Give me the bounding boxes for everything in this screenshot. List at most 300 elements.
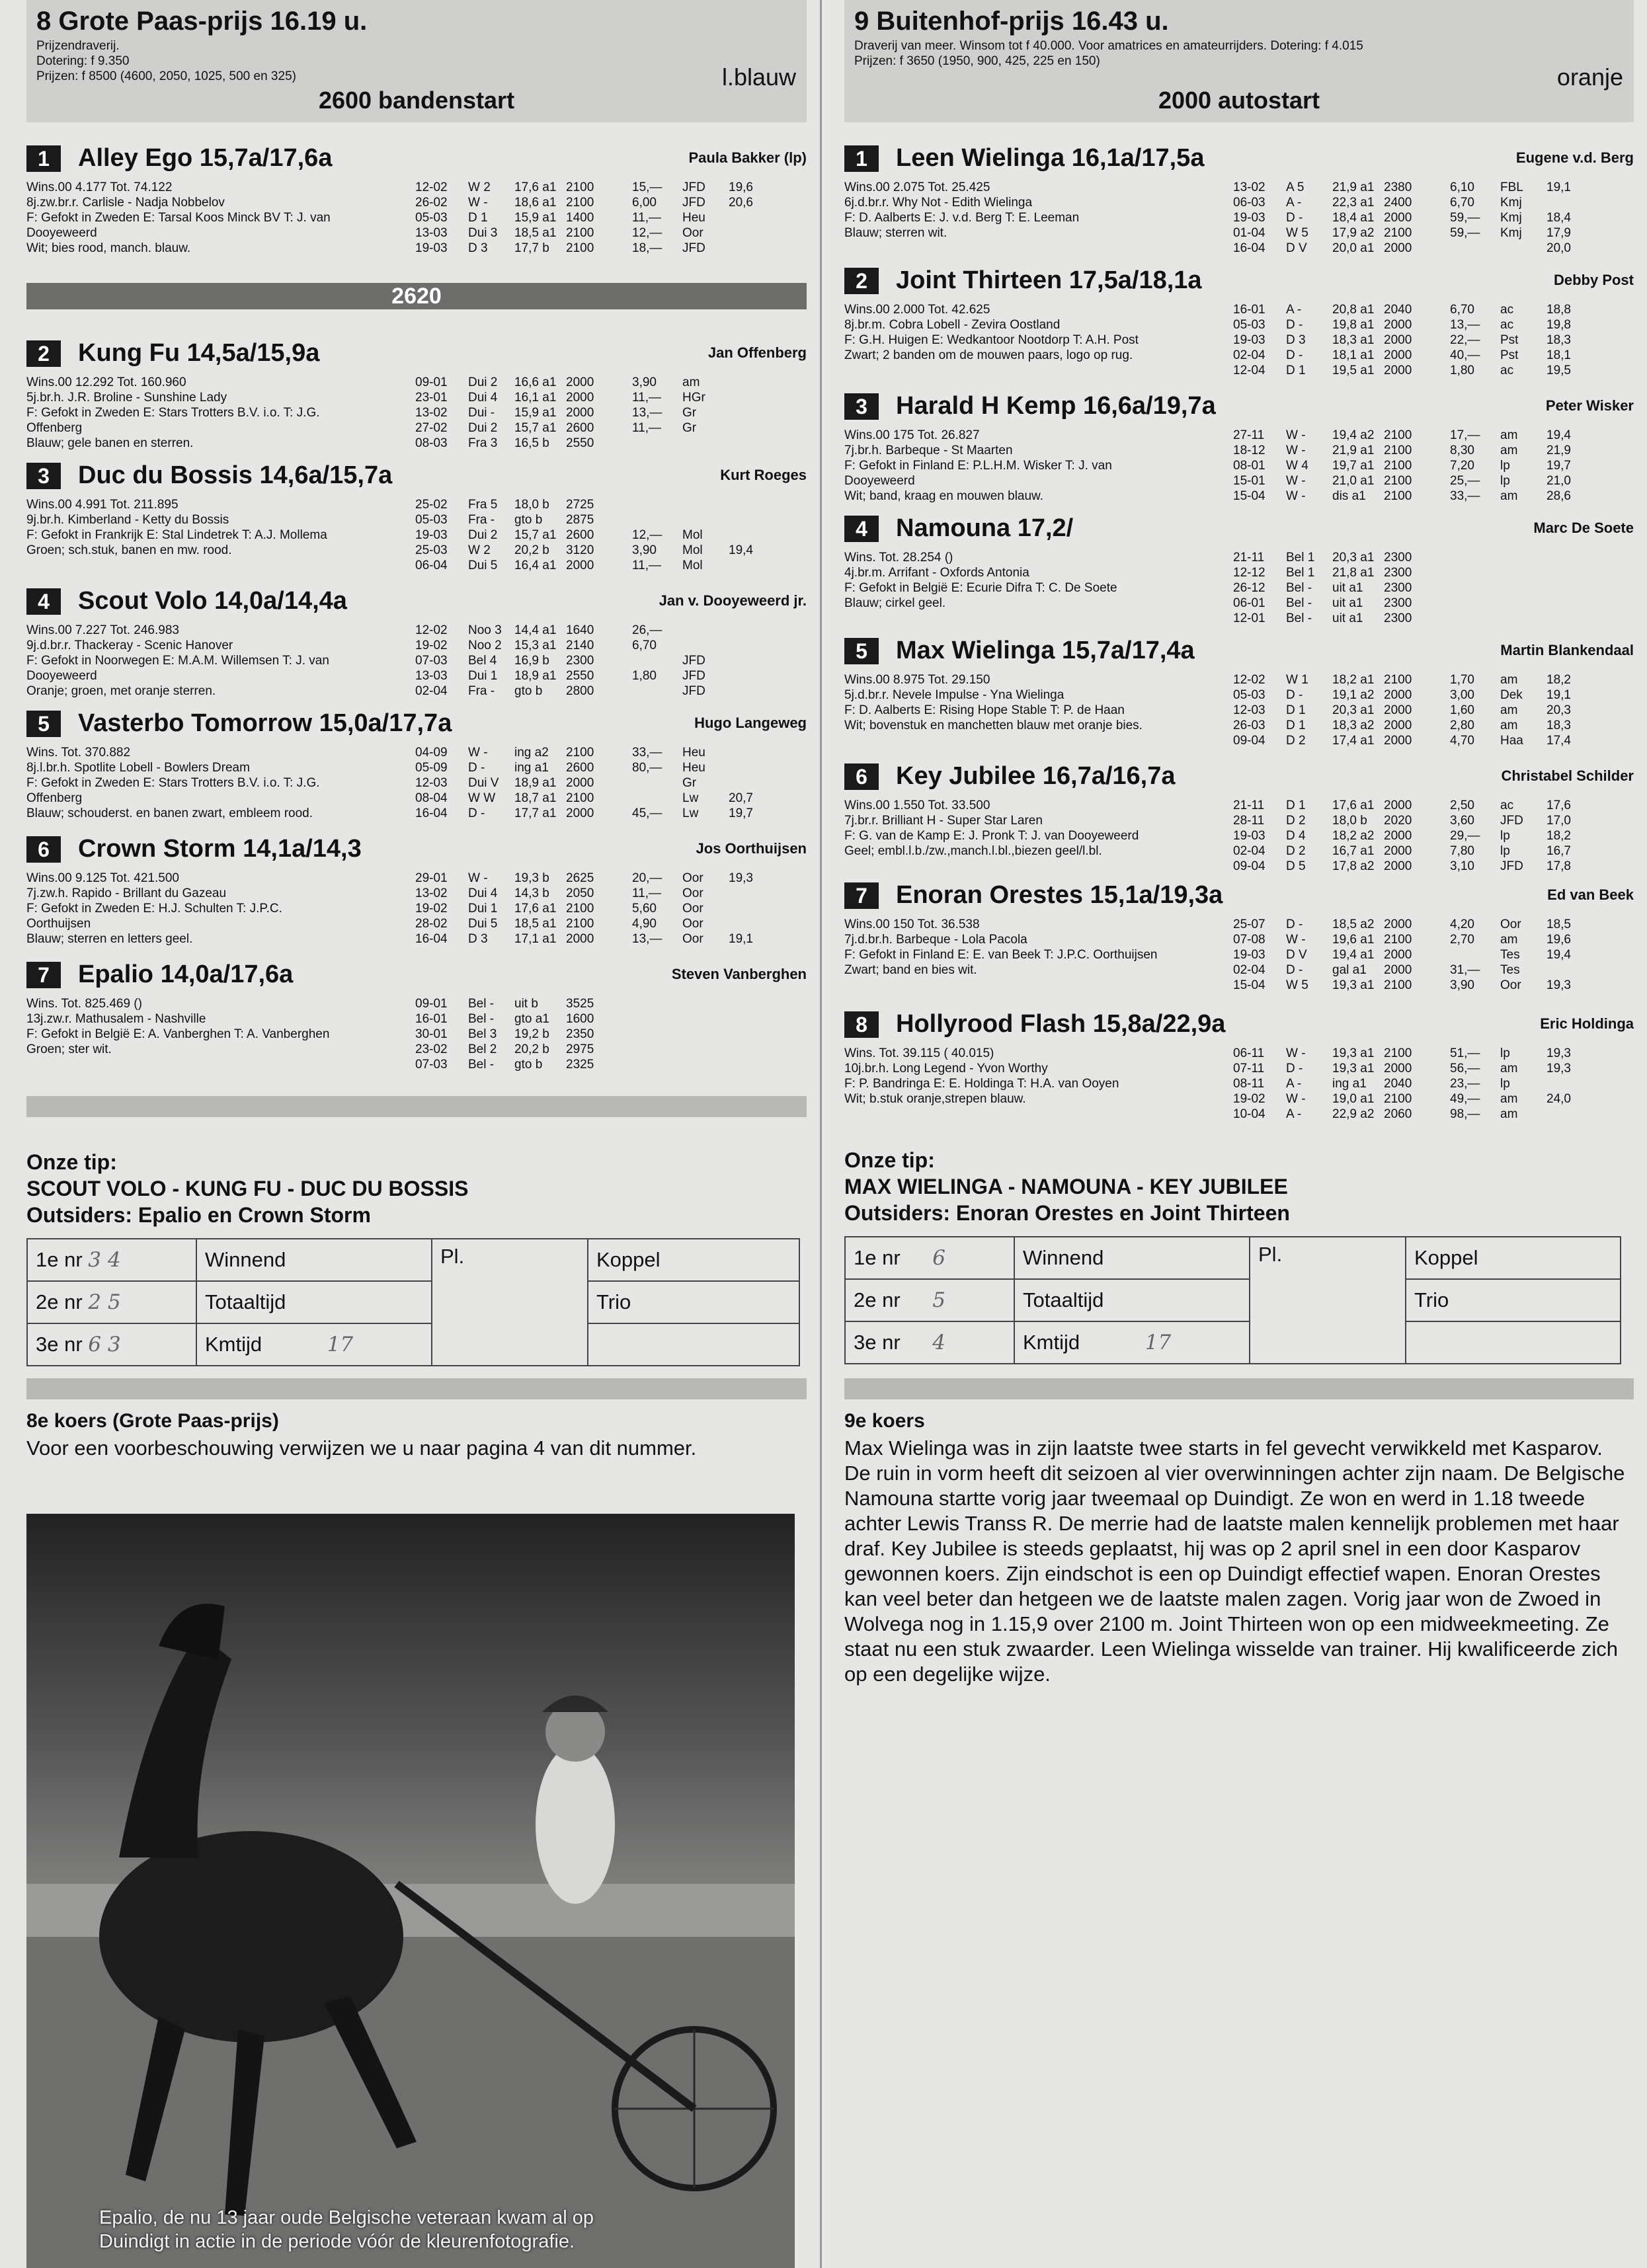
result-cell: 2400 (1384, 196, 1412, 210)
section-divider (844, 1378, 1634, 1399)
result-cell (729, 653, 788, 668)
result-cell: D - (468, 806, 485, 820)
result-cell: 2300 (1384, 611, 1412, 625)
result-cell: 6,70 (1450, 196, 1474, 210)
result-cell: 2100 (1384, 444, 1412, 457)
result-cell: 19,4 (1547, 948, 1571, 962)
scorecard-winnend: Winnend (196, 1239, 432, 1281)
result-cell: Dui - (468, 406, 495, 420)
horse-info (844, 180, 1241, 241)
distance-bar: 2620 (26, 283, 807, 309)
result-cell: D 4 (1286, 829, 1306, 843)
start-number: 3 (844, 393, 879, 420)
result-cell: Oor (682, 917, 703, 931)
driver-name: Christabel Schilder (1501, 767, 1634, 784)
result-row (415, 1057, 788, 1072)
result-row (415, 931, 788, 947)
result-cell (1450, 241, 1500, 256)
result-cell (729, 436, 788, 451)
result-cell: gto b (514, 1058, 543, 1072)
horse-name: Hollyrood Flash 15,8a/22,9a (896, 1010, 1226, 1038)
result-cell: Dui 2 (468, 528, 498, 542)
result-cell: 12-01 (1233, 611, 1265, 625)
result-cell (1500, 565, 1547, 580)
horse-info-line: Zwart; 2 banden om de mouwen paars, logo op rug. (844, 348, 1133, 362)
result-cell: 15,7 a1 (514, 528, 557, 542)
scorecard-pl: Pl. (1250, 1237, 1406, 1364)
results-table (415, 745, 788, 821)
result-cell: 2000 (566, 806, 594, 820)
result-cell: 15-01 (1233, 474, 1265, 488)
result-cell: 26-02 (415, 196, 448, 210)
horse-info-line: Blauw; gele banen en sterren. (26, 436, 194, 450)
result-cell: 2000 (1384, 348, 1412, 362)
horse-info-line: 8j.br.m. Cobra Lobell - Zevira Oostland (844, 318, 1061, 332)
result-cell: Gr (682, 421, 697, 435)
result-cell (1500, 580, 1547, 596)
result-cell: 05-03 (1233, 318, 1265, 332)
start-number: 6 (844, 763, 879, 790)
result-cell: 15,— (632, 180, 663, 194)
result-cell (729, 775, 788, 791)
result-cell: W 1 (1286, 673, 1308, 687)
result-cell (682, 512, 729, 528)
result-cell: Kmj (1500, 211, 1522, 225)
result-row (1233, 302, 1606, 317)
result-row (415, 684, 788, 699)
result-cell (632, 996, 682, 1011)
result-cell: 2040 (1384, 1077, 1412, 1091)
result-cell: lp (1500, 829, 1510, 843)
result-row (1233, 798, 1606, 813)
result-cell: 1640 (566, 623, 594, 637)
result-cell: 20,3 (1547, 703, 1571, 717)
result-row (415, 241, 788, 256)
result-cell (729, 916, 788, 931)
result-cell: HGr (682, 391, 705, 405)
horse-info-line: F: Gefokt in Zweden E: H.J. Schulten T: J.P.C. (26, 902, 282, 916)
result-cell: 16,1 a1 (514, 391, 557, 405)
scorecard-kmtijd: Kmtijd (1023, 1331, 1080, 1354)
result-cell: 16-04 (415, 932, 448, 946)
horse-info-line: Wit; bovenstuk en manchetten blauw met oranje bies. (844, 719, 1143, 732)
horse-info-line: Wit; bies rood, manch. blauw. (26, 241, 191, 255)
result-cell: 16-01 (415, 1012, 448, 1026)
result-cell (729, 512, 788, 528)
horse-info-line: F: Gefokt in Zweden E: Tarsal Koos Minck BV T: J. van (26, 211, 331, 225)
result-cell: 19-03 (415, 241, 448, 255)
horse-name: Crown Storm 14,1a/14,3 (78, 835, 362, 863)
result-row (415, 558, 788, 573)
result-cell: 19-03 (1233, 211, 1265, 225)
result-row (415, 886, 788, 901)
result-cell: 09-01 (415, 997, 448, 1011)
result-row (1233, 687, 1606, 703)
result-row (1233, 843, 1606, 859)
result-cell: 14,3 b (514, 886, 549, 900)
result-cell: 2325 (566, 1058, 594, 1072)
horse-info-line: Wins.00 150 Tot. 36.538 (844, 918, 980, 931)
result-cell: Oor (682, 886, 703, 900)
result-cell: am (682, 375, 700, 389)
result-cell: 2350 (566, 1027, 594, 1041)
result-cell: 3525 (566, 997, 594, 1011)
results-table (1233, 672, 1606, 748)
result-cell (729, 390, 788, 405)
result-cell: 2600 (566, 421, 594, 435)
result-row (1233, 718, 1606, 733)
result-cell: 2000 (1384, 1062, 1412, 1075)
horse-info-line: F: Gefokt in Zweden E: Stars Trotters B.V. i.o. T: J.G. (26, 776, 320, 790)
result-cell: 07-03 (415, 1058, 448, 1072)
horse-info-line: Wins.00 12.292 Tot. 160.960 (26, 375, 186, 389)
race-start-type: 2600 bandenstart (318, 87, 515, 114)
result-cell: ac (1500, 303, 1514, 317)
scorecard-row-label: 2e nr (854, 1288, 901, 1311)
result-cell (729, 745, 788, 760)
result-cell: 19,3 a1 (1332, 1062, 1375, 1075)
result-row (415, 760, 788, 775)
result-cell: Oor (682, 932, 703, 946)
start-number: 5 (844, 638, 879, 664)
result-cell: 2875 (566, 513, 594, 527)
scorecard (844, 1236, 1621, 1364)
result-cell (729, 996, 788, 1011)
result-cell: 2600 (566, 761, 594, 775)
result-cell: 19,3 b (514, 871, 549, 885)
result-cell: 19-02 (415, 902, 448, 916)
result-cell: 09-01 (415, 375, 448, 389)
result-cell: JFD (1500, 814, 1523, 828)
result-cell: 2,70 (1450, 933, 1474, 947)
result-cell: 19,7 (729, 806, 753, 820)
horse-info-line: 9j.br.h. Kimberland - Ketty du Bossis (26, 513, 229, 527)
result-cell: 19,3 (1547, 1062, 1571, 1075)
result-cell: Bel 3 (468, 1027, 497, 1041)
result-cell: 2000 (1384, 364, 1412, 377)
result-cell: W 5 (1286, 226, 1308, 240)
result-cell: 20,7 (729, 791, 753, 805)
result-cell: 15,3 a1 (514, 639, 557, 652)
result-cell: W W (468, 791, 496, 805)
result-cell: W - (1286, 1046, 1306, 1060)
start-number: 3 (26, 463, 61, 489)
driver-name: Ed van Beek (1547, 886, 1634, 903)
results-table (1233, 798, 1606, 874)
start-number: 8 (844, 1011, 879, 1038)
result-cell: 21-11 (1233, 799, 1265, 812)
result-cell: 19,3 a1 (1332, 1046, 1375, 1060)
scorecard-row-label: 1e nr (854, 1246, 901, 1269)
result-row (1233, 580, 1606, 596)
result-cell: 2800 (566, 684, 594, 698)
horse-info-line: Blauw; sterren en letters geel. (26, 932, 193, 946)
result-cell: 18,6 a1 (514, 196, 557, 210)
scorecard-row-label: 1e nr (36, 1248, 83, 1271)
driver-name: Jan v. Dooyeweerd jr. (659, 592, 807, 609)
result-cell: A 5 (1286, 180, 1305, 194)
result-cell: 20,8 a1 (1332, 303, 1375, 317)
driver-name: Martin Blankendaal (1500, 642, 1634, 658)
result-cell: 19,1 a2 (1332, 688, 1375, 702)
result-cell: ing a1 (1332, 1077, 1367, 1091)
handwritten-entry: 5 (932, 1288, 946, 1312)
horse-info-line: 7j.br.r. Brilliant H - Super Star Laren (844, 814, 1043, 828)
horse-info-line: Dooyeweerd (26, 226, 97, 240)
driver-name: Hugo Langeweg (694, 715, 807, 731)
result-cell: am (1500, 719, 1518, 732)
result-cell: am (1500, 933, 1518, 947)
result-cell: W - (1286, 933, 1306, 947)
result-row (1233, 978, 1606, 993)
result-cell: 12-02 (415, 623, 448, 637)
results-table (415, 871, 788, 947)
result-cell: 05-09 (415, 761, 448, 775)
result-cell: 17,9 (1547, 226, 1571, 240)
scorecard-row-label: 3e nr (36, 1333, 83, 1356)
result-cell: D 3 (468, 241, 488, 255)
result-cell: 19,5 a1 (1332, 364, 1375, 377)
result-cell (632, 1057, 682, 1072)
result-cell: W - (1286, 1092, 1306, 1106)
result-cell (729, 638, 788, 653)
result-cell: JFD (1500, 859, 1523, 873)
result-cell: 2000 (566, 375, 594, 389)
result-cell: 26-03 (1233, 719, 1265, 732)
horse-info-line: Wins.00 4.991 Tot. 211.895 (26, 498, 179, 512)
result-cell: 2100 (1384, 673, 1412, 687)
result-cell: 98,— (1450, 1107, 1480, 1121)
result-cell: Oor (1500, 978, 1521, 992)
result-cell (729, 668, 788, 684)
driver-name: Eric Holdinga (1540, 1015, 1634, 1032)
result-cell: 05-03 (415, 513, 448, 527)
result-cell: 1400 (566, 211, 594, 225)
result-cell: 16-04 (1233, 241, 1265, 255)
result-cell (1500, 550, 1547, 565)
result-cell: A - (1286, 1107, 1302, 1121)
outsiders: Outsiders: Epalio en Crown Storm (26, 1203, 371, 1227)
result-row (415, 225, 788, 241)
result-cell: 18,4 (1547, 211, 1571, 225)
result-cell: 17,9 a2 (1332, 226, 1375, 240)
result-cell: 2000 (1384, 318, 1412, 332)
result-cell: A - (1286, 196, 1302, 210)
result-row (415, 791, 788, 806)
driver-name: Eugene v.d. Berg (1515, 149, 1634, 166)
scorecard-row-label: 2e nr (36, 1290, 83, 1313)
result-cell: 7,20 (1450, 459, 1474, 473)
result-cell: 2000 (1384, 918, 1412, 931)
result-row (1233, 596, 1606, 611)
result-cell: 2100 (566, 196, 594, 210)
result-cell: Bel - (1286, 581, 1312, 595)
result-row (1233, 962, 1606, 978)
result-cell: 4,20 (1450, 918, 1474, 931)
tip-line: MAX WIELINGA - NAMOUNA - KEY JUBILEE (844, 1175, 1288, 1198)
result-cell: 29,— (1450, 829, 1480, 843)
result-cell: 19-03 (1233, 829, 1265, 843)
horse-info (26, 996, 423, 1057)
result-cell: 19,5 (1547, 364, 1571, 377)
result-cell: 2100 (1384, 933, 1412, 947)
result-cell: 21,9 a1 (1332, 180, 1375, 194)
result-cell (729, 623, 788, 638)
result-cell: Lw (682, 791, 699, 805)
result-cell: 17,7 a1 (514, 806, 557, 820)
result-cell: 17,8 (1547, 859, 1571, 873)
result-row (415, 528, 788, 543)
result-cell: JFD (682, 196, 705, 210)
race-title: 8 Grote Paas-prijs 16.19 u. (36, 7, 368, 36)
result-cell: 2550 (566, 436, 594, 450)
result-cell: 3,00 (1450, 688, 1474, 702)
result-cell: D - (1286, 688, 1303, 702)
result-row (415, 1011, 788, 1027)
result-cell: 11,— (632, 886, 662, 900)
horse-name: Leen Wielinga 16,1a/17,5a (896, 144, 1205, 172)
start-number: 7 (844, 882, 879, 909)
horse-info-line: Groen; ster wit. (26, 1042, 112, 1056)
result-cell: lp (1500, 1077, 1510, 1091)
results-table (415, 497, 788, 573)
result-cell: 20,0 a1 (1332, 241, 1375, 255)
result-cell: 3,90 (1450, 978, 1474, 992)
result-cell (682, 996, 729, 1011)
horse-info (26, 180, 423, 256)
result-cell: D - (1286, 1062, 1303, 1075)
result-cell: 18,3 a1 (1332, 333, 1375, 347)
horse-info-line: 5j.br.h. J.R. Broline - Sunshine Lady (26, 391, 227, 405)
result-cell: 02-04 (415, 684, 448, 698)
result-row (1233, 489, 1606, 504)
result-cell: 19-02 (1233, 1092, 1265, 1106)
result-cell: Oor (682, 226, 703, 240)
result-row (1233, 1046, 1606, 1061)
result-cell: 19,3 (1547, 978, 1571, 992)
scorecard-row-label: 3e nr (854, 1331, 901, 1354)
result-row (415, 512, 788, 528)
result-cell (1450, 550, 1500, 565)
horse-name: Duc du Bossis 14,6a/15,7a (78, 461, 393, 489)
results-table (415, 180, 788, 256)
result-cell: D - (1286, 211, 1303, 225)
result-cell: Noo 2 (468, 639, 502, 652)
result-cell: 08-04 (415, 791, 448, 805)
start-number: 6 (26, 836, 61, 863)
result-row (1233, 703, 1606, 718)
result-cell: Dui 5 (468, 917, 498, 931)
horse-info (26, 623, 423, 699)
driver-name: Peter Wisker (1545, 397, 1634, 414)
result-cell: 13-02 (415, 406, 448, 420)
result-cell: 2000 (1384, 948, 1412, 962)
result-cell: 2100 (1384, 489, 1412, 503)
result-cell: Dui 1 (468, 669, 498, 683)
result-cell: Bel - (468, 997, 495, 1011)
start-number: 5 (26, 711, 61, 737)
result-cell: 2000 (1384, 799, 1412, 812)
horse-info-line: Blauw; schouderst. en banen zwart, embleem rood. (26, 806, 313, 820)
result-cell: 19,0 a1 (1332, 1092, 1375, 1106)
result-cell: 18,1 a1 (1332, 348, 1375, 362)
result-cell: lp (1500, 459, 1510, 473)
result-row (415, 420, 788, 436)
horse-info (26, 745, 423, 821)
result-cell: 17,4 a1 (1332, 734, 1375, 748)
result-cell: D V (1286, 241, 1307, 255)
result-cell: 20,— (632, 871, 663, 885)
result-cell (1500, 611, 1547, 626)
handwritten-entry: 3 4 (88, 1248, 121, 1272)
right-column (830, 0, 1647, 2268)
result-cell (632, 497, 682, 512)
horse-info-line: F: Gefokt in België E: A. Vanberghen T: A. Vanberghen (26, 1027, 330, 1041)
result-cell: Bel 4 (468, 654, 497, 668)
result-cell: uit b (514, 997, 538, 1011)
result-cell: 12-02 (1233, 673, 1265, 687)
result-cell: 06-01 (1233, 596, 1265, 610)
result-cell: dis a1 (1332, 489, 1366, 503)
result-cell: lp (1500, 1046, 1510, 1060)
horse-info-line: F: Gefokt in Finland E: E. van Beek T: J.P.C. Oorthuijsen (844, 948, 1158, 962)
outsiders: Outsiders: Enoran Orestes en Joint Thirteen (844, 1201, 1290, 1225)
horse-name: Kung Fu 14,5a/15,9a (78, 339, 320, 367)
result-cell: D - (1286, 348, 1303, 362)
result-cell: 12,— (632, 226, 663, 240)
horse-info-line: 13j.zw.r. Mathusalem - Nashville (26, 1012, 206, 1026)
start-number: 7 (26, 962, 61, 988)
result-cell (1547, 596, 1606, 611)
start-number: 1 (26, 145, 61, 172)
result-cell: Mol (682, 559, 703, 572)
result-cell: 07-03 (415, 654, 448, 668)
result-cell: 18,2 (1547, 673, 1571, 687)
result-cell: am (1500, 489, 1518, 503)
result-row (1233, 210, 1606, 225)
result-cell: Lw (682, 806, 699, 820)
result-cell: Fra 5 (468, 498, 498, 512)
result-cell: 2000 (1384, 241, 1412, 255)
result-cell: 8,30 (1450, 444, 1474, 457)
result-cell: 13,— (632, 406, 663, 420)
result-cell: 11,— (632, 211, 662, 225)
result-cell: 2100 (1384, 459, 1412, 473)
result-cell: 23-02 (415, 1042, 448, 1056)
result-cell: 17,6 (1547, 799, 1571, 812)
horse-name: Enoran Orestes 15,1a/19,3a (896, 881, 1223, 909)
handwritten-entry: 17 (1145, 1331, 1172, 1354)
result-cell: 19,7 (1547, 459, 1571, 473)
horse-info-line: Wins.00 1.550 Tot. 33.500 (844, 799, 990, 812)
photo-caption (99, 2206, 594, 2253)
result-cell: 2000 (1384, 211, 1412, 225)
result-cell: 33,— (1450, 489, 1480, 503)
result-row (415, 543, 788, 558)
result-cell: 80,— (632, 761, 663, 775)
result-cell: 17,1 a1 (514, 932, 557, 946)
driver-name: Steven Vanberghen (671, 966, 807, 982)
result-cell (729, 1027, 788, 1042)
horse-info-line: Dooyeweerd (844, 474, 915, 488)
result-cell: lp (1500, 474, 1510, 488)
horse-info-line: 7j.br.h. Barbeque - St Maarten (844, 444, 1013, 457)
result-row (415, 390, 788, 405)
result-cell (682, 1011, 729, 1027)
result-cell: ac (1500, 318, 1514, 332)
result-cell (682, 1042, 729, 1057)
result-cell: 2000 (1384, 719, 1412, 732)
